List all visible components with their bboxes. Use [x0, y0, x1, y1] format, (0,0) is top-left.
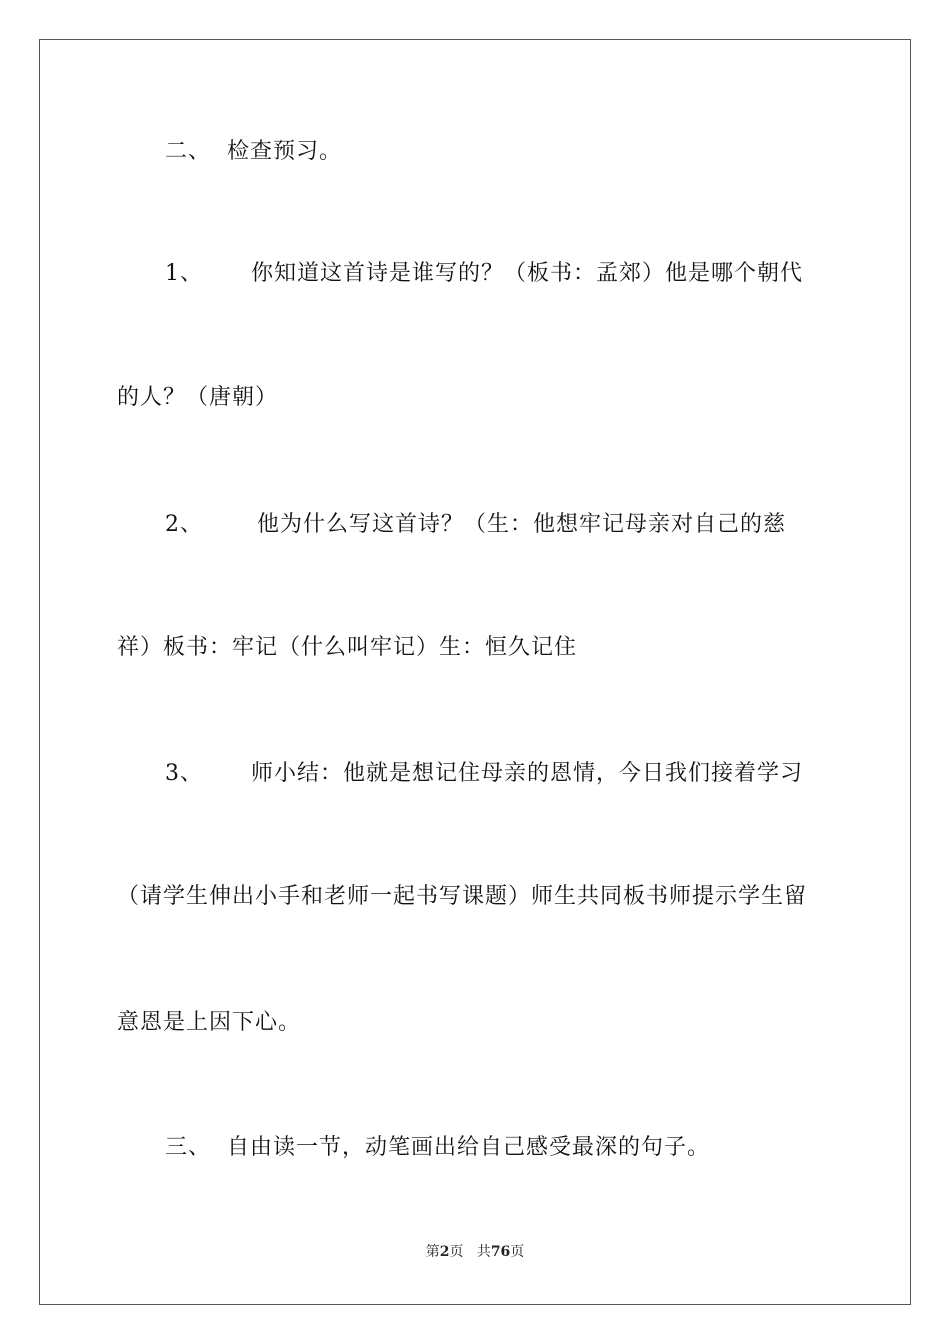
item-text-continued: 意恩是上因下心。 — [117, 1010, 302, 1035]
item-1-line-2 — [117, 383, 278, 413]
item-text: 师小结：他就是想记住母亲的恩情，今日我们接着学习 — [251, 761, 804, 786]
section-heading-2 — [165, 137, 342, 167]
item-text-continued: （请学生伸出小手和老师一起书写课题）师生共同板书师提示学生留 — [117, 884, 808, 909]
item-text-continued: 的人？（唐朝） — [117, 385, 279, 410]
footer-page-suffix: 页 — [449, 1244, 464, 1260]
page-footer — [0, 1243, 950, 1261]
item-3-line-2 — [117, 882, 807, 912]
item-text: 他为什么写这首诗？（生：他想牢记母亲对自己的慈 — [257, 512, 787, 537]
section-number: 三、 — [165, 1135, 212, 1160]
section-number: 二、 — [165, 139, 212, 164]
item-number: 1、 — [165, 261, 203, 286]
item-text-continued: 祥）板书：牢记（什么叫牢记）生：恒久记住 — [117, 635, 578, 660]
item-number: 3、 — [165, 761, 203, 786]
section-title: 检查预习。 — [227, 139, 343, 164]
footer-total-pages: 76 — [490, 1244, 511, 1260]
item-3-line-1 — [165, 759, 803, 789]
page-border — [39, 39, 911, 1305]
item-3-line-3 — [117, 1008, 301, 1038]
footer-page-number: 2 — [439, 1244, 450, 1260]
section-heading-3 — [165, 1133, 710, 1163]
item-2-line-1 — [165, 510, 786, 540]
footer-page-prefix: 第 — [425, 1244, 440, 1260]
section-title: 自由读一节，动笔画出给自己感受最深的句子。 — [227, 1135, 711, 1160]
footer-total-prefix: 共 — [476, 1244, 491, 1260]
item-text: 你知道这首诗是谁写的？（板书：孟郊）他是哪个朝代 — [251, 261, 804, 286]
footer-total-suffix: 页 — [510, 1244, 525, 1260]
item-2-line-2 — [117, 633, 577, 663]
item-number: 2、 — [165, 512, 203, 537]
item-1-line-1 — [165, 259, 803, 289]
